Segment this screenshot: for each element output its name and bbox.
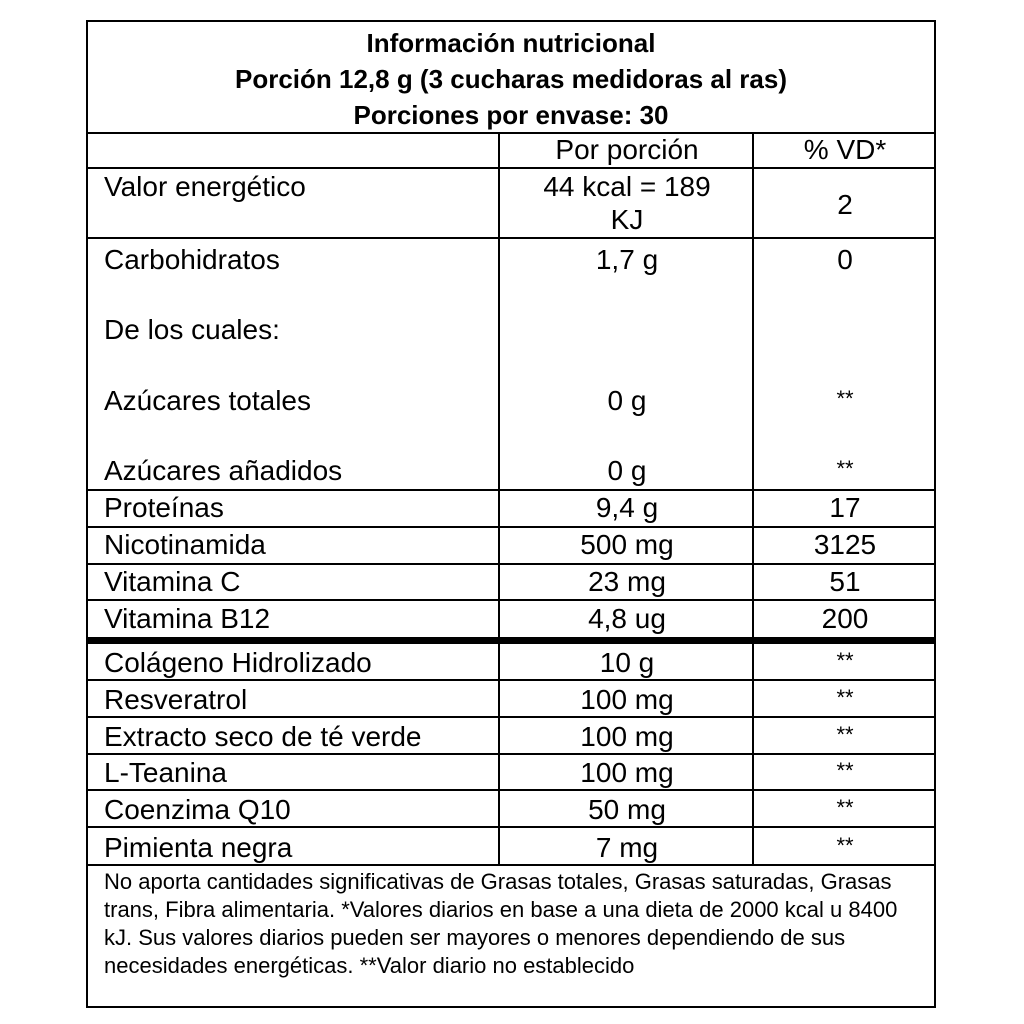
- extra-label: Coenzima Q10: [104, 794, 291, 825]
- extra-label: Resveratrol: [104, 684, 248, 715]
- nutrition-facts-table: [86, 20, 936, 1008]
- row-dv: 3125: [813, 529, 877, 560]
- extra-dv: **: [836, 685, 854, 710]
- energy-value-line2: KJ: [610, 204, 644, 235]
- energy-dv: 2: [837, 189, 853, 220]
- extra-label: Extracto seco de té verde: [104, 721, 422, 752]
- energy-label: Valor energético: [104, 171, 306, 202]
- header-dv: % VD*: [803, 134, 887, 165]
- row-divider: [88, 167, 934, 169]
- row-value: 4,8 ug: [588, 603, 666, 634]
- row-label: Vitamina B12: [104, 603, 271, 634]
- extra-value: 50 mg: [588, 794, 666, 825]
- carbs-label: Carbohidratos: [104, 244, 280, 275]
- extra-label: Pimienta negra: [104, 832, 293, 863]
- row-dv: 17: [829, 492, 861, 523]
- extra-dv: **: [836, 648, 854, 673]
- servings-per-container: Porciones por envase: 30: [353, 100, 669, 130]
- extra-value: 100 mg: [580, 684, 674, 715]
- row-value: 23 mg: [588, 566, 666, 597]
- total-sugars-value: 0 g: [607, 385, 647, 416]
- added-sugars-label: Azúcares añadidos: [104, 455, 343, 486]
- carbs-value: 1,7 g: [595, 244, 659, 275]
- title-block: [88, 22, 934, 134]
- extra-dv: **: [836, 833, 854, 858]
- table-title: Información nutricional: [366, 28, 656, 58]
- carbs-dv: 0: [837, 244, 853, 275]
- row-label: Vitamina C: [104, 566, 241, 597]
- extra-label: Colágeno Hidrolizado: [104, 647, 372, 678]
- row-divider: [88, 599, 934, 601]
- energy-value-line1: 44 kcal = 189: [543, 171, 711, 202]
- row-divider: [88, 237, 934, 239]
- extra-label: L-Teanina: [104, 757, 227, 788]
- extra-value: 7 mg: [595, 832, 659, 863]
- header-per-portion: Por porción: [555, 134, 699, 165]
- extra-value: 100 mg: [580, 721, 674, 752]
- row-label: Proteínas: [104, 492, 224, 523]
- footnote: No aporta cantidades significativas de Grasas totales, Grasas saturadas, Grasas trans, Fibra alimentaria. *Valores diarios en base a una dieta de 2000 kcal u 8400 kJ. Sus valores diarios pueden ser mayores o menores dependiendo de sus necesidades energéticas. **Valor diario no establecido: [104, 869, 898, 978]
- total-sugars-label: Azúcares totales: [104, 385, 311, 416]
- row-value: 500 mg: [580, 529, 674, 560]
- extra-value: 100 mg: [580, 757, 674, 788]
- added-sugars-dv: **: [836, 456, 854, 481]
- row-dv: 200: [821, 603, 869, 634]
- row-label: Nicotinamida: [104, 529, 266, 560]
- total-sugars-dv: **: [836, 386, 854, 411]
- thick-divider: [88, 637, 934, 644]
- added-sugars-value: 0 g: [607, 455, 647, 486]
- extra-dv: **: [836, 758, 854, 783]
- extra-dv: **: [836, 722, 854, 747]
- row-dv: 51: [829, 566, 861, 597]
- row-value: 9,4 g: [595, 492, 659, 523]
- extra-value: 10 g: [599, 647, 655, 678]
- portion-size: Porción 12,8 g (3 cucharas medidoras al ras): [234, 64, 787, 94]
- extra-dv: **: [836, 795, 854, 820]
- of-which-label: De los cuales:: [104, 314, 280, 345]
